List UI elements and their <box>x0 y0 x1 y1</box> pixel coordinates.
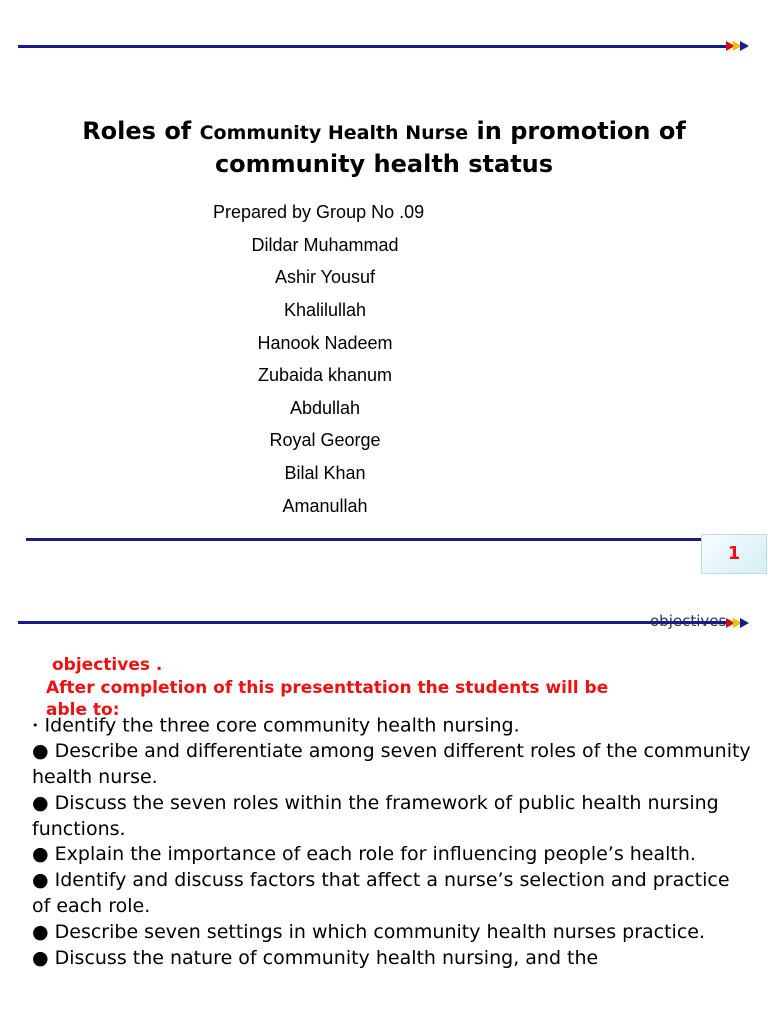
objectives-list <box>32 713 752 971</box>
member-name: Abdullah <box>289 398 361 418</box>
member-name: Royal George <box>269 430 381 450</box>
bullet-icon: • <box>32 719 39 732</box>
objectives-heading: objectives . <box>52 655 163 675</box>
member-name: Amanullah <box>282 496 368 516</box>
bottom-rule <box>26 538 702 541</box>
prepared-by: Prepared by Group No .09 <box>213 202 425 222</box>
slide-title: Roles of Community Health Nurse in promotion of community health status <box>82 117 686 178</box>
top-rule <box>18 45 730 48</box>
member-name: Dildar Muhammad <box>251 235 399 255</box>
list-item: ● Describe and differentiate among seven different roles of the community health nurse. <box>32 740 751 788</box>
list-item: ● Discuss the seven roles within the framework of public health nursing functions. <box>32 791 719 840</box>
list-item: ● Discuss the nature of community health nursing, and the <box>32 946 599 969</box>
member-name: Ashir Yousuf <box>274 267 376 287</box>
list-item: ● Identify and discuss factors that affect a nurse’s selection and practice of each role. <box>32 869 730 917</box>
list-item: ● Describe seven settings in which community health nurses practice. <box>32 920 706 943</box>
page-number: 1 <box>701 534 767 574</box>
member-name: Khalilullah <box>283 300 367 320</box>
bullet-icon: ● <box>32 869 49 892</box>
arrow-decoration-icon <box>726 618 752 628</box>
bullet-icon: ● <box>32 920 49 943</box>
list-item: ● Explain the importance of each role for influencing people’s health. <box>32 843 696 866</box>
list-item: • Identify the three core community health nursing. <box>32 714 520 737</box>
bullet-icon: ● <box>32 791 49 814</box>
bullet-icon: ● <box>32 843 49 866</box>
member-name: Bilal Khan <box>284 463 366 483</box>
bullet-icon: ● <box>32 740 49 763</box>
arrow-decoration-icon <box>726 41 752 51</box>
objectives-intro: After completion of this presenttation the students will be able to: <box>46 678 609 720</box>
member-name: Hanook Nadeem <box>257 333 393 353</box>
bullet-icon: ● <box>32 946 49 969</box>
member-name: Zubaida khanum <box>257 365 393 385</box>
slide2-top-rule <box>18 621 730 624</box>
